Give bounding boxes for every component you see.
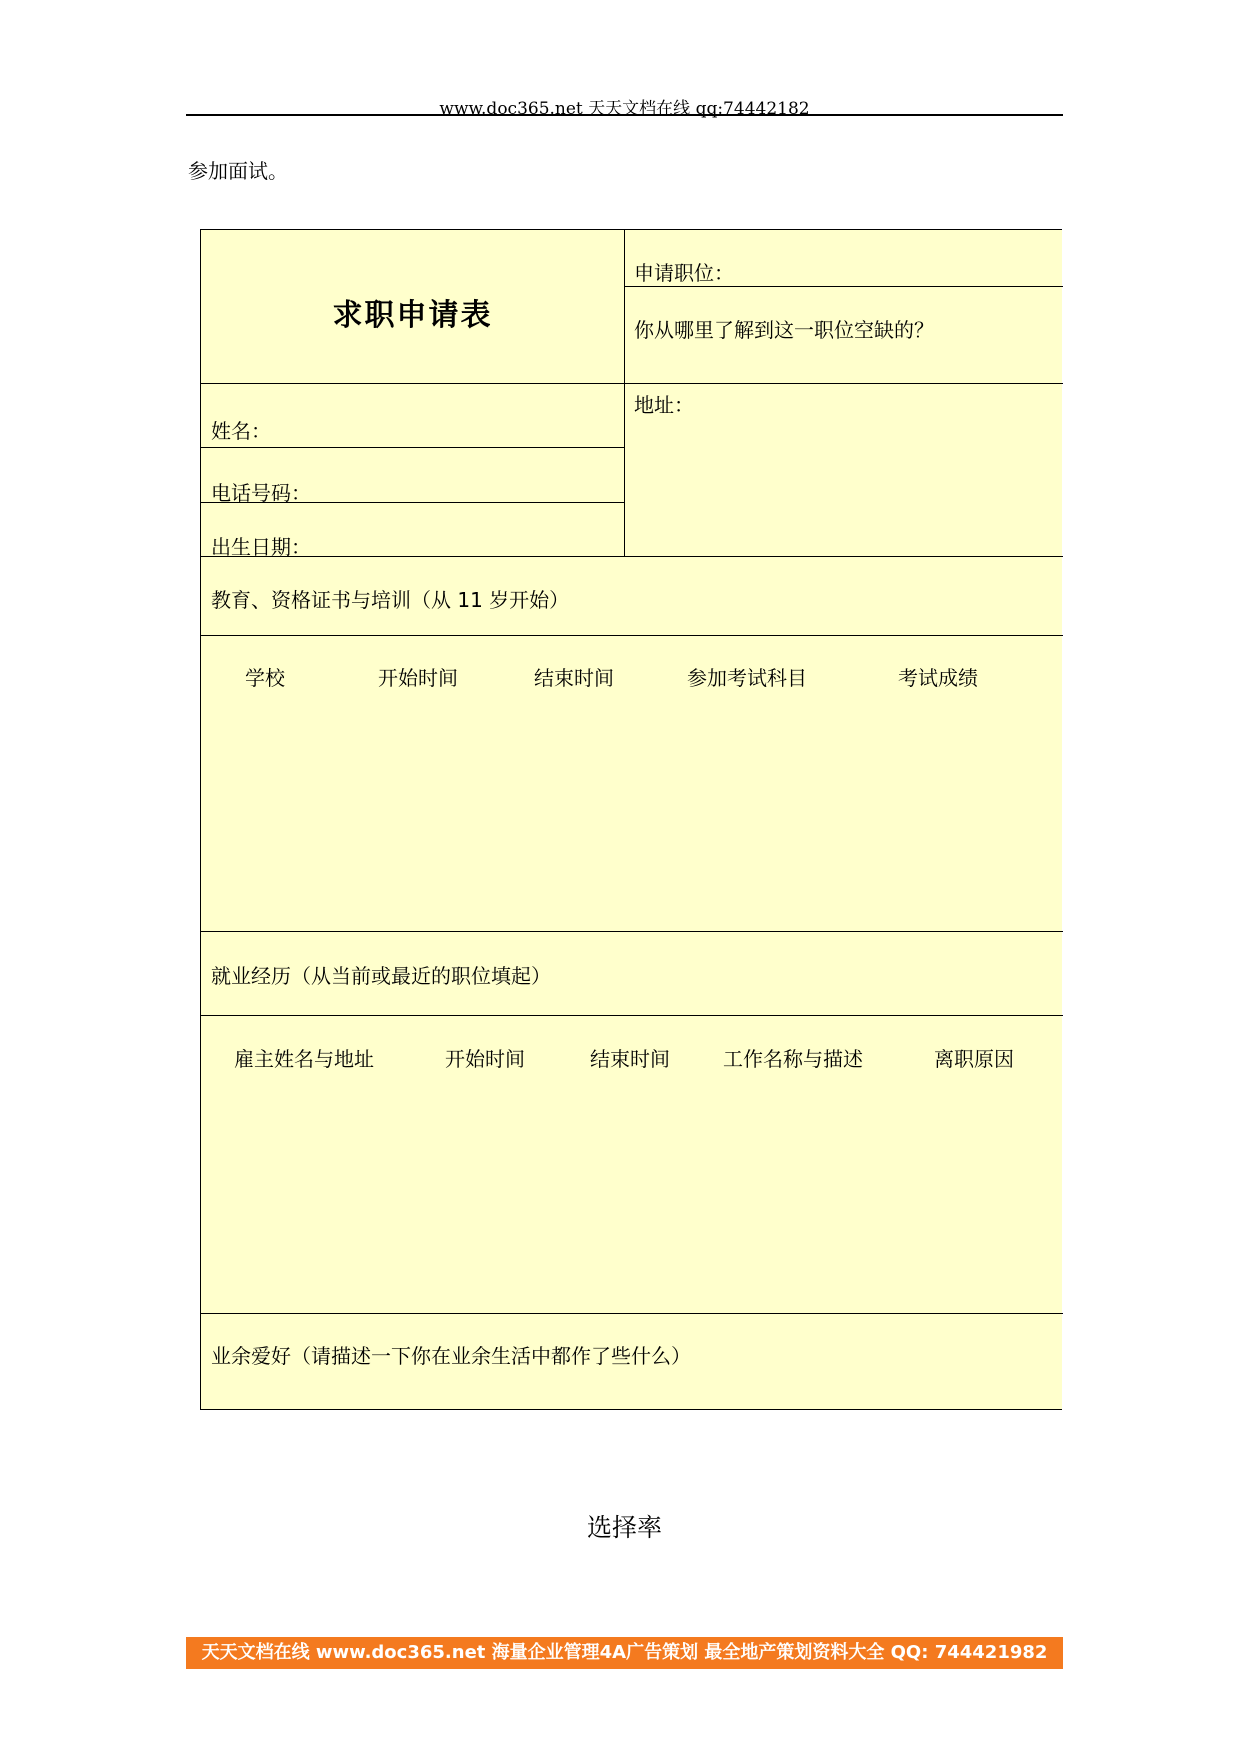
row-rule-6 [201,1313,1063,1314]
address-label: 地址： [634,393,694,417]
emp-col-start: 开始时间 [445,1047,525,1071]
intro-text: 参加面试。 [188,159,288,183]
page-header: www.doc365.net 天天文档在线 qq:74442182 [439,99,810,119]
row-rule-1 [201,383,1063,384]
employment-heading: 就业经历（从当前或最近的职位填起） [211,964,551,988]
hobbies-label: 业余爱好（请描述一下你在业余生活中都作了些什么） [211,1344,691,1368]
phone-rule [201,502,624,503]
top-divider [624,230,625,556]
section-heading: 选择率 [586,1513,662,1542]
phone-label: 电话号码： [211,481,311,505]
name-label: 姓名： [211,419,271,443]
emp-col-employer: 雇主姓名与地址 [234,1047,374,1071]
edu-col-start: 开始时间 [378,666,458,690]
birth-label: 出生日期： [211,535,311,559]
edu-col-school: 学校 [245,666,285,690]
position-label: 申请职位： [634,261,734,285]
footer-banner: 天天文档在线 www.doc365.net 海量企业管理4A广告策划 最全地产策划资料大全 QQ: 744421982 [186,1637,1063,1669]
form-title: 求职申请表 [332,298,493,333]
row-rule-5 [201,1015,1063,1016]
header-rule [186,114,1063,116]
row-rule-3 [201,635,1063,636]
emp-col-end: 结束时间 [590,1047,670,1071]
emp-col-title: 工作名称与描述 [723,1047,863,1071]
edu-col-end: 结束时间 [534,666,614,690]
education-heading: 教育、资格证书与培训（从 11 岁开始） [211,588,570,612]
edu-col-scores: 考试成绩 [898,666,978,690]
source-question: 你从哪里了解到这一职位空缺的？ [634,318,934,342]
application-form [200,229,1062,1410]
row-rule-2 [201,556,1063,557]
name-rule [201,447,624,448]
row-rule-4 [201,931,1063,932]
edu-col-subjects: 参加考试科目 [687,666,807,690]
position-rule [624,286,1063,287]
emp-col-reason: 离职原因 [934,1047,1014,1071]
